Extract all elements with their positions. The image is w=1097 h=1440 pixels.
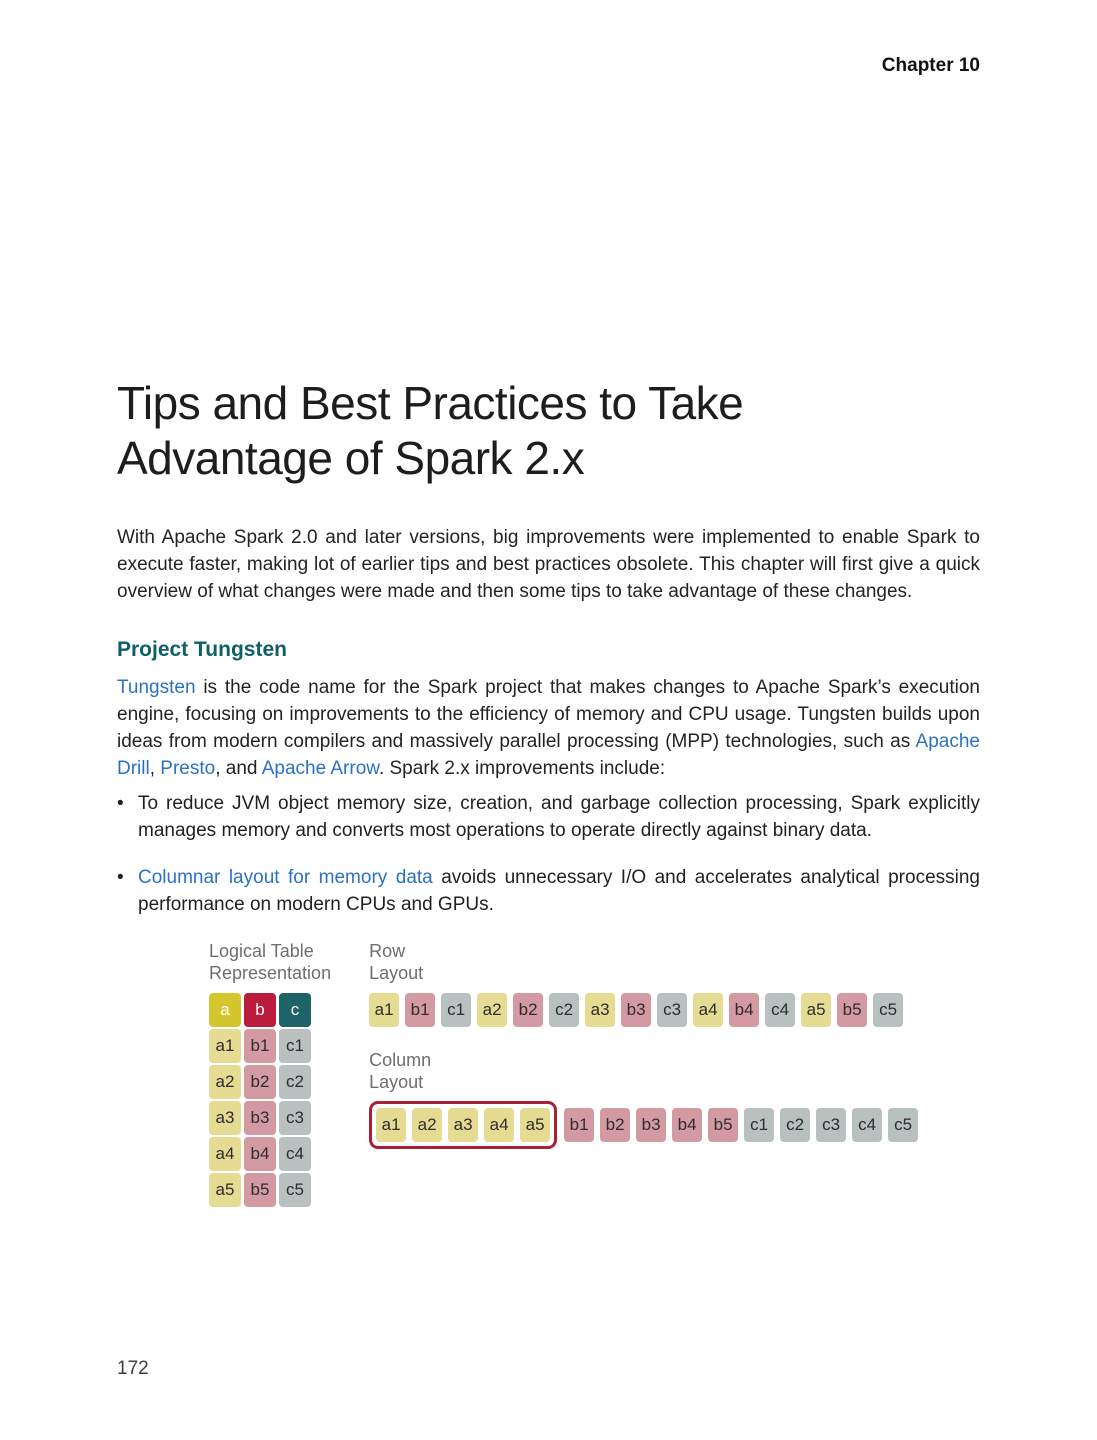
data-cell-a1: a1 [209, 1029, 241, 1063]
data-cell-b1: b1 [405, 993, 435, 1027]
chapter-label: Chapter 10 [881, 55, 980, 76]
data-cell-c4: c4 [279, 1137, 311, 1171]
data-cell-b3: b3 [636, 1108, 666, 1142]
text-run: To reduce JVM object memory size, creation, and garbage collection processing, Spark explicitly manages memory and converts most operations to operate directly against binary data. [138, 793, 980, 841]
data-cell-c2: c2 [549, 993, 579, 1027]
data-cell-a5: a5 [801, 993, 831, 1027]
section-paragraph [117, 674, 980, 782]
data-cell-a2: a2 [477, 993, 507, 1027]
data-cell-b3: b3 [621, 993, 651, 1027]
data-cell-a4: a4 [693, 993, 723, 1027]
section-heading: Project Tungsten [117, 638, 287, 661]
header-cell-c: c [279, 993, 311, 1027]
data-cell-a2: a2 [412, 1108, 442, 1142]
logical-table-label: Logical Table Representation [209, 941, 332, 983]
logical-table-section [209, 940, 331, 1207]
data-cell-a4: a4 [484, 1108, 514, 1142]
data-cell-b4: b4 [672, 1108, 702, 1142]
text-run: . Spark 2.x improvements include: [378, 758, 666, 779]
data-cell-b1: b1 [564, 1108, 594, 1142]
data-cell-c3: c3 [657, 993, 687, 1027]
data-cell-c2: c2 [279, 1065, 311, 1099]
data-cell-c3: c3 [279, 1101, 311, 1135]
data-cell-b2: b2 [513, 993, 543, 1027]
page-title-line1: Tips and Best Practices to Take [117, 377, 744, 429]
data-cell-a2: a2 [209, 1065, 241, 1099]
bullet-icon [117, 864, 138, 918]
data-cell-c5: c5 [873, 993, 903, 1027]
bullet-text [138, 790, 980, 844]
data-cell-b2: b2 [244, 1065, 276, 1099]
layouts-section [369, 940, 918, 1207]
data-cell-b4: b4 [729, 993, 759, 1027]
data-cell-c1: c1 [744, 1108, 774, 1142]
columnar-layout-diagram [209, 940, 980, 1207]
data-cell-a5: a5 [209, 1173, 241, 1207]
text-link[interactable]: Apache Arrow [261, 758, 379, 779]
text-link[interactable]: Presto [160, 758, 216, 779]
header-cell-a: a [209, 993, 241, 1027]
data-cell-c3: c3 [816, 1108, 846, 1142]
text-run: , [149, 758, 161, 779]
page-content [117, 0, 980, 1207]
text-link[interactable]: Tungsten [117, 677, 196, 698]
column-layout-label: Column Layout [369, 1050, 432, 1092]
intro-paragraph: With Apache Spark 2.0 and later versions, big improvements were implemented to enable Spark to execute faster, making lot of earlier tips and best practices obsolete. This chapter will first give a quick overview of what changes were made and then some tips to take advantage of these changes. [117, 527, 980, 602]
data-cell-b5: b5 [708, 1108, 738, 1142]
data-cell-b5: b5 [244, 1173, 276, 1207]
row-layout-cells [369, 993, 918, 1027]
text-link[interactable]: Columnar layout for memory data [138, 867, 433, 888]
bullet-text [138, 864, 980, 918]
data-cell-a1: a1 [369, 993, 399, 1027]
data-cell-c5: c5 [888, 1108, 918, 1142]
data-cell-c5: c5 [279, 1173, 311, 1207]
data-cell-a5: a5 [520, 1108, 550, 1142]
text-run: avoids unnecessary I/O and accelerates analytical processing performance on modern CPUs and GPUs. [138, 867, 980, 915]
text-run: , and [215, 758, 262, 779]
data-cell-c4: c4 [765, 993, 795, 1027]
column-highlight-outline [369, 1101, 557, 1149]
bullet-item [117, 864, 980, 918]
logical-table [209, 993, 331, 1207]
data-cell-c1: c1 [441, 993, 471, 1027]
data-cell-c2: c2 [780, 1108, 810, 1142]
header-cell-b: b [244, 993, 276, 1027]
page-title-line2: Advantage of Spark 2.x [117, 432, 585, 484]
data-cell-b5: b5 [837, 993, 867, 1027]
text-run: is the code name for the Spark project that makes changes to Apache Spark’s execution engine, focusing on improvements to the efficiency of memory and CPU usage. Tungsten builds upon ideas from modern compilers and massively parallel processing (MPP) technologies, such as [117, 677, 980, 752]
bullet-icon [117, 790, 138, 844]
data-cell-b2: b2 [600, 1108, 630, 1142]
data-cell-b3: b3 [244, 1101, 276, 1135]
data-cell-c1: c1 [279, 1029, 311, 1063]
text-link[interactable]: Apache Drill [117, 731, 980, 779]
data-cell-a3: a3 [448, 1108, 478, 1142]
data-cell-a3: a3 [209, 1101, 241, 1135]
data-cell-c4: c4 [852, 1108, 882, 1142]
data-cell-a3: a3 [585, 993, 615, 1027]
data-cell-a1: a1 [376, 1108, 406, 1142]
column-layout-cells [369, 1101, 918, 1149]
data-cell-b1: b1 [244, 1029, 276, 1063]
page-number: 172 [117, 1358, 149, 1379]
page-title [117, 0, 980, 486]
row-layout-label: Row Layout [369, 941, 424, 983]
bullet-list [117, 790, 980, 918]
bullet-item [117, 790, 980, 844]
data-cell-a4: a4 [209, 1137, 241, 1171]
data-cell-b4: b4 [244, 1137, 276, 1171]
